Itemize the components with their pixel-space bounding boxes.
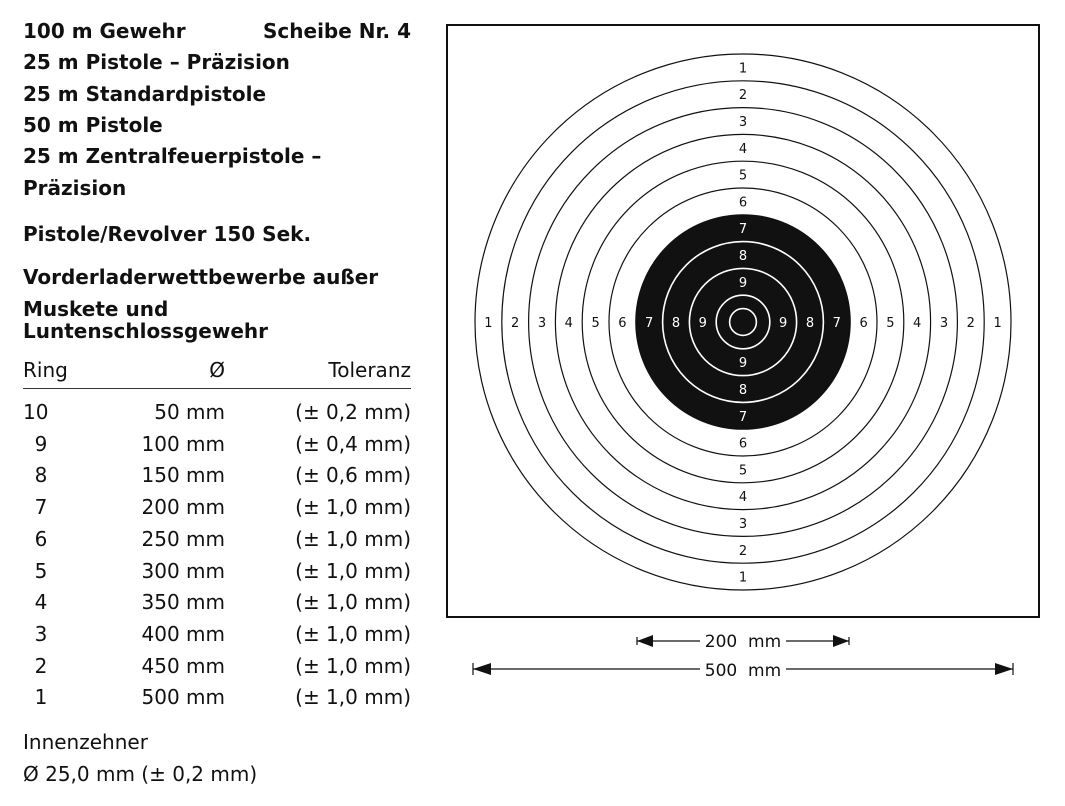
tolerance-value: (± 0,4 mm): [295, 431, 411, 456]
diameter-value: 250 mm: [141, 526, 225, 551]
dim-outer-arrow-left: [473, 663, 491, 675]
ring-value: 3: [34, 621, 48, 646]
ring-label-3-right: 3: [939, 316, 949, 331]
ring-label-7-right: 7: [832, 316, 841, 331]
ring-label-7-bottom: 7: [738, 409, 748, 425]
ring-label-8-left: 8: [671, 316, 681, 331]
diameter-value: 350 mm: [141, 590, 225, 615]
dim-outer-label: 500 mm: [704, 661, 782, 681]
heading-line-8: Vorderladerwettbewerbe außer: [23, 265, 379, 289]
tolerance-value: (± 1,0 mm): [295, 526, 411, 551]
ring-label-3-top: 3: [738, 115, 748, 130]
tolerance-value: (± 1,0 mm): [295, 558, 411, 583]
ring-label-6-top: 6: [738, 195, 748, 211]
ring-label-1-bottom: 1: [738, 570, 748, 586]
heading-line-7: Pistole/Revolver 150 Sek.: [23, 222, 312, 246]
ring-label-9-right: 9: [779, 316, 788, 331]
ring-label-8-top: 8: [738, 249, 748, 264]
ring-label-6-bottom: 6: [738, 436, 748, 452]
target-rings: [475, 54, 1011, 590]
ring-label-6-right: 6: [859, 316, 868, 331]
heading-line-5: 25 m Zentralfeuerpistole –: [23, 144, 322, 168]
ring-label-9-bottom: 9: [738, 356, 748, 372]
ring-label-7-left: 7: [645, 316, 654, 331]
diameter-value: 150 mm: [141, 463, 225, 488]
ring-value: 4: [34, 590, 48, 615]
header-tolerance: Toleranz: [328, 358, 411, 382]
ring-label-1-right: 1: [993, 316, 1002, 331]
ring-label-9-top: 9: [738, 275, 748, 291]
tolerance-value: (± 0,2 mm): [295, 400, 411, 424]
inner-ten-label: Innenzehner: [23, 730, 148, 754]
ring-label-8-bottom: 8: [738, 383, 748, 398]
heading-target-number: Scheibe Nr. 4: [263, 19, 411, 43]
ring-value: 9: [34, 431, 48, 456]
ring-value: 2: [34, 653, 48, 678]
ring-label-4-left: 4: [564, 316, 573, 331]
dim-inner-label: 200 mm: [704, 632, 782, 652]
dim-outer-arrow-right: [995, 663, 1013, 675]
dim-inner-arrow-left: [637, 635, 653, 647]
ring-label-4-right: 4: [913, 316, 922, 331]
ring-value: 7: [34, 495, 48, 520]
ring-label-9-left: 9: [698, 316, 707, 331]
ring-value: 6: [34, 526, 48, 551]
diameter-value: 400 mm: [141, 621, 225, 646]
dimension-inner: [637, 632, 849, 652]
ring-value: 8: [34, 463, 48, 488]
ring-label-3-left: 3: [537, 316, 547, 331]
tolerance-value: (± 1,0 mm): [295, 590, 411, 615]
inner-ten-value: Ø 25,0 mm (± 0,2 mm): [23, 762, 258, 786]
diameter-value: 300 mm: [141, 558, 225, 583]
ring-label-6-left: 6: [618, 316, 627, 331]
ring-value: 5: [34, 558, 48, 583]
header-diameter: Ø: [209, 358, 225, 382]
diameter-value: 500 mm: [141, 685, 225, 710]
ring-label-7-top: 7: [738, 222, 748, 238]
header-ring: Ring: [23, 358, 68, 382]
tolerance-value: (± 0,6 mm): [295, 463, 411, 488]
ring-label-5-left: 5: [591, 316, 600, 331]
heading-line-9: Muskete und Luntenschlossgewehr: [23, 297, 269, 343]
diameter-value: 50 mm: [154, 400, 225, 424]
heading-discipline-rifle: 100 m Gewehr: [23, 19, 186, 43]
tolerance-value: (± 1,0 mm): [295, 621, 411, 646]
ring-value: 10: [23, 400, 49, 424]
diameter-value: 200 mm: [141, 495, 225, 520]
ring-label-5-bottom: 5: [738, 463, 748, 479]
heading-line-2: 25 m Pistole – Präzision: [23, 50, 290, 74]
ring-label-3-bottom: 3: [738, 517, 748, 532]
ring-label-4-bottom: 4: [738, 490, 748, 506]
heading-line-6: Präzision: [23, 176, 127, 200]
ring-label-2-top: 2: [738, 88, 748, 104]
dimension-outer: [473, 661, 1013, 681]
tolerance-value: (± 1,0 mm): [295, 685, 411, 710]
heading-line-3: 25 m Standardpistole: [23, 82, 267, 106]
diameter-value: 100 mm: [141, 431, 225, 456]
ring-label-2-bottom: 2: [738, 543, 748, 559]
heading-line-4: 50 m Pistole: [23, 113, 163, 137]
tolerance-value: (± 1,0 mm): [295, 653, 411, 678]
diameter-value: 450 mm: [141, 653, 225, 678]
ring-label-8-right: 8: [805, 316, 815, 331]
ring-label-2-left: 2: [511, 316, 520, 331]
tolerance-value: (± 1,0 mm): [295, 495, 411, 520]
ring-label-1-left: 1: [484, 316, 493, 331]
ring-label-5-right: 5: [886, 316, 895, 331]
ring-label-1-top: 1: [738, 61, 748, 77]
ring-label-2-right: 2: [966, 316, 975, 331]
ring-value: 1: [34, 685, 48, 710]
dim-inner-arrow-right: [833, 635, 849, 647]
ring-label-5-top: 5: [738, 168, 748, 184]
ring-label-4-top: 4: [738, 141, 748, 157]
